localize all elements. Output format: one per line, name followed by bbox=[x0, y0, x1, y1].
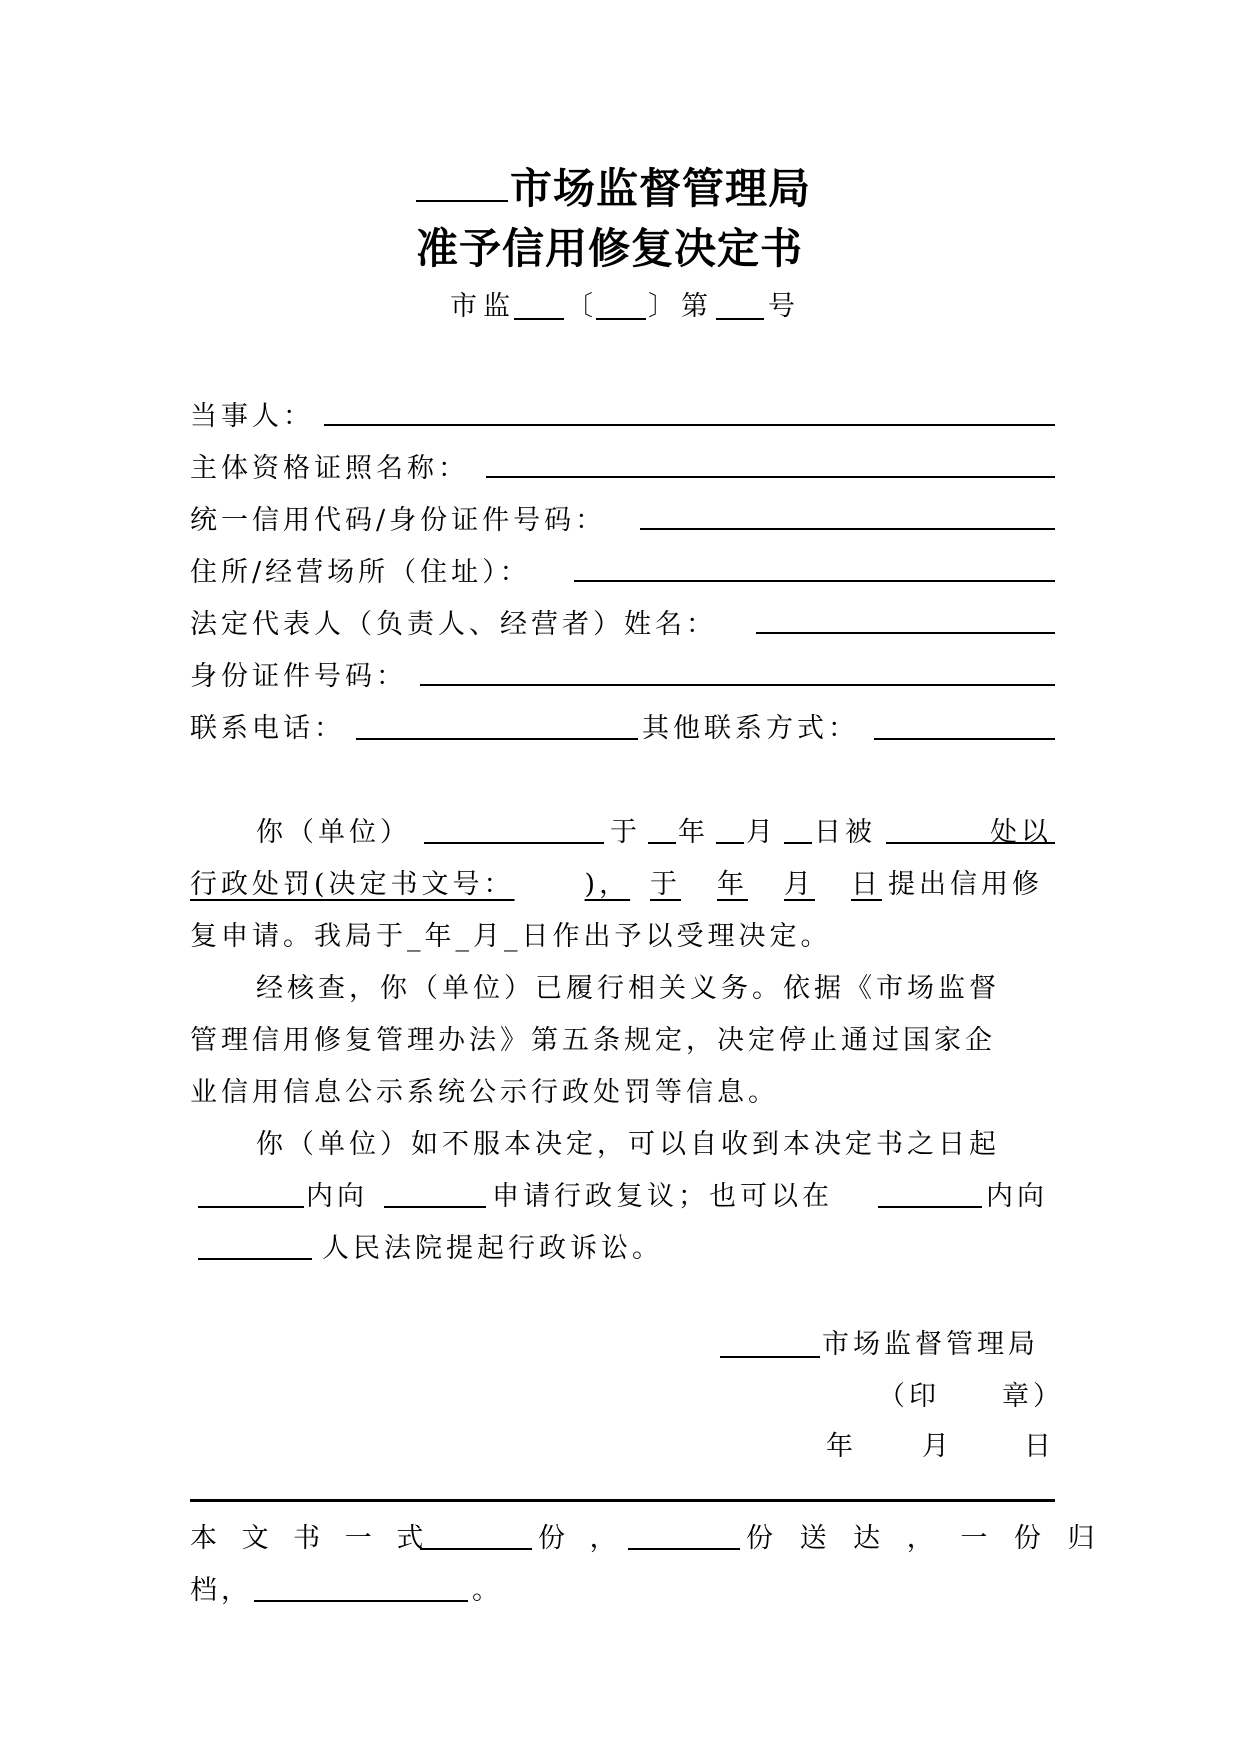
footer-divider bbox=[190, 1499, 1055, 1502]
body-p1-line2-yu: 于 bbox=[650, 869, 681, 900]
body-p1-yue: 月 bbox=[746, 817, 777, 848]
body-p1-blank-day bbox=[784, 842, 812, 844]
body-p3-renmin: 人民法院提起行政诉讼。 bbox=[322, 1233, 663, 1264]
field-party-blank[interactable] bbox=[324, 424, 1055, 426]
doc-number-blank-1 bbox=[514, 318, 564, 320]
page-title-line1: 市场监督管理局 bbox=[510, 164, 812, 213]
field-party-label: 当事人： bbox=[190, 401, 314, 432]
body-p2-line2: 管理信用修复管理办法》第五条规定，决定停止通过国家企 bbox=[190, 1025, 996, 1056]
footer-line1-c: 份 送 达 ， 一 份 归 bbox=[746, 1523, 1104, 1554]
footer-line2-a: 档， bbox=[190, 1575, 252, 1606]
signature-org-blank bbox=[720, 1356, 820, 1358]
body-p3-blank-review-org bbox=[384, 1206, 486, 1208]
field-qualification-label: 主体资格证照名称： bbox=[190, 453, 469, 484]
body-p1-line2-tail: 提出信用修 bbox=[888, 869, 1043, 900]
field-other-contact-blank[interactable] bbox=[874, 738, 1055, 740]
body-p3-line1: 你（单位）如不服本决定，可以自收到本决定书之日起 bbox=[256, 1129, 1000, 1160]
body-p1-line2-close: )， bbox=[584, 869, 631, 900]
field-phone-label: 联系电话： bbox=[190, 713, 345, 744]
body-p1-chuyi: 处以 bbox=[990, 817, 1052, 848]
body-p2-line1: 经核查，你（单位）已履行相关义务。依据《市场监督 bbox=[256, 973, 1000, 1004]
body-p3-neixiang1: 内向 bbox=[306, 1181, 368, 1212]
body-p3-blank-court bbox=[198, 1258, 312, 1260]
footer-line2-b: 。 bbox=[472, 1575, 499, 1606]
signature-org: 市场监督管理局 bbox=[822, 1329, 1039, 1360]
field-credit-code-label: 统一信用代码/身份证件号码： bbox=[190, 505, 607, 536]
footer-line1-a: 本 文 书 一 式 bbox=[190, 1523, 432, 1554]
doc-number-blank-3 bbox=[716, 318, 764, 320]
body-p1-line2-yue: 月 bbox=[784, 869, 815, 900]
footer-blank-archive bbox=[254, 1600, 468, 1602]
body-p1-ribei: 日被 bbox=[814, 817, 876, 848]
body-p1-nian: 年 bbox=[678, 817, 709, 848]
body-p1-line2-docno bbox=[190, 862, 630, 901]
title-blank-line bbox=[416, 200, 508, 202]
body-p3-blank-period2 bbox=[878, 1206, 982, 1208]
field-address-blank[interactable] bbox=[574, 580, 1055, 582]
body-p3-blank-period1 bbox=[198, 1206, 304, 1208]
footer-blank-delivered bbox=[628, 1548, 740, 1550]
footer-line1-b: 份 ， bbox=[538, 1523, 625, 1554]
body-p1-line2-date bbox=[650, 862, 882, 901]
signature-date-month: 月 bbox=[922, 1431, 953, 1462]
signature-seal: （印 章） bbox=[878, 1381, 1064, 1412]
field-qualification-blank[interactable] bbox=[486, 476, 1055, 478]
field-other-contact-label: 其他联系方式： bbox=[642, 713, 859, 744]
field-credit-code-blank[interactable] bbox=[640, 528, 1055, 530]
body-p1-line2-nian: 年 bbox=[717, 869, 748, 900]
body-p1-line2-ri: 日 bbox=[851, 869, 882, 900]
doc-number-open-bracket: 〔 bbox=[566, 291, 599, 322]
footer-blank-copies bbox=[420, 1548, 532, 1550]
doc-number-suffix: 号 bbox=[768, 291, 801, 322]
body-p3-neixiang2: 内向 bbox=[986, 1181, 1048, 1212]
body-p1-blank-month bbox=[716, 842, 744, 844]
doc-number-prefix: 市监 bbox=[450, 291, 516, 322]
body-p1-blank-name bbox=[424, 842, 604, 844]
page-title-line2: 准予信用修复决定书 bbox=[416, 224, 804, 273]
body-p1-line2-docno-label: 行政处罚(决定书文号： bbox=[190, 869, 515, 900]
signature-date-day: 日 bbox=[1024, 1431, 1055, 1462]
body-p1-blank-year bbox=[648, 842, 676, 844]
field-legal-rep-label: 法定代表人（负责人、经营者）姓名： bbox=[190, 609, 717, 640]
body-p1-you: 你（单位） bbox=[256, 817, 411, 848]
field-address-label: 住所/经营场所（住址）： bbox=[190, 557, 531, 588]
field-phone-blank[interactable] bbox=[356, 738, 638, 740]
body-p1-yu: 于 bbox=[610, 817, 641, 848]
body-p2-line3: 业信用信息公示系统公示行政处罚等信息。 bbox=[190, 1077, 779, 1108]
body-p3-shenqing: 申请行政复议；也可以在 bbox=[492, 1181, 833, 1212]
body-p1-line3: 复申请。我局于_年_月_日作出予以受理决定。 bbox=[190, 921, 832, 952]
doc-number-close-bracket: 〕第 bbox=[648, 291, 714, 322]
field-id-number-blank[interactable] bbox=[420, 684, 1055, 686]
doc-number-blank-2 bbox=[596, 318, 646, 320]
field-legal-rep-blank[interactable] bbox=[756, 632, 1055, 634]
field-id-number-label: 身份证件号码： bbox=[190, 661, 407, 692]
signature-date-year: 年 bbox=[826, 1431, 857, 1462]
